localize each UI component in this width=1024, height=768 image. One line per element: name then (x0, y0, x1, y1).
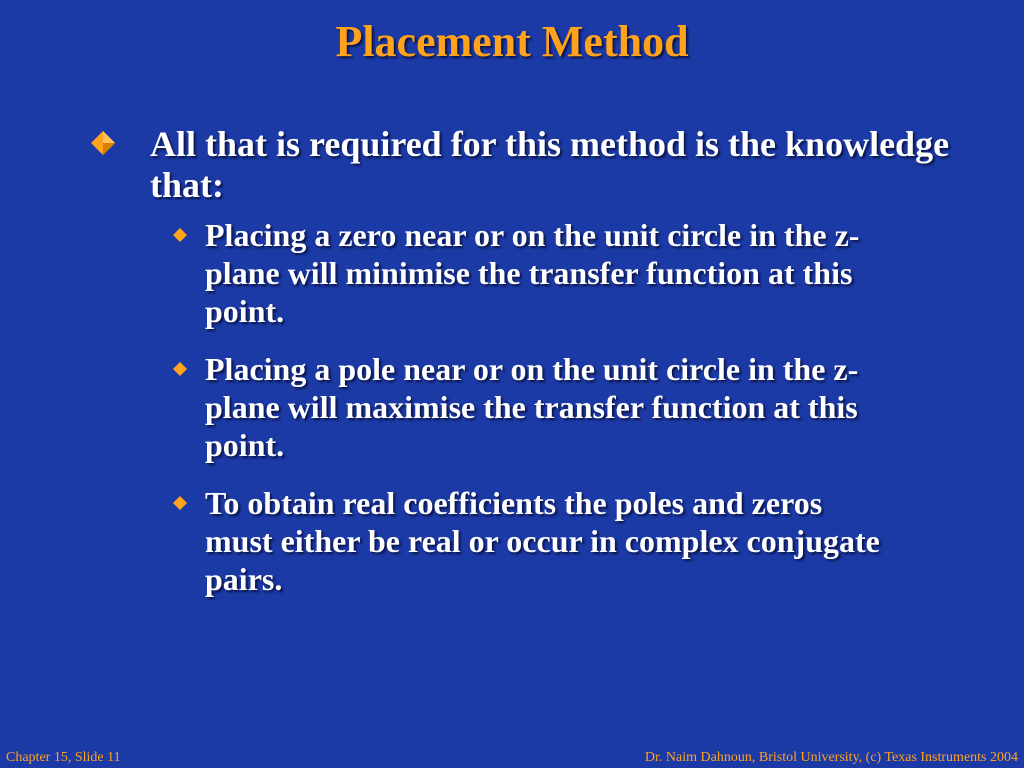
slide-title: Placement Method (335, 17, 689, 66)
sub-bullet-text: Placing a pole near or on the unit circle in the z-plane will maximise the transfer function at this point. (205, 351, 859, 463)
sub-bullet (145, 484, 885, 598)
small-diamond-icon (173, 496, 187, 510)
sub-bullet (145, 216, 885, 330)
sub-bullet-text: To obtain real coefficients the poles and zeros must either be real or occur in complex conjugate pairs. (205, 485, 880, 597)
small-diamond-icon (173, 362, 187, 376)
small-diamond-icon (173, 228, 187, 242)
sub-bullet-text: Placing a zero near or on the unit circle in the z-plane will minimise the transfer function at this point. (205, 217, 860, 329)
slide-content (90, 124, 970, 618)
footer-copyright: Dr. Naim Dahnoun, Bristol University, (c) Texas Instruments 2004 (644, 750, 1018, 765)
sub-bullet-list (90, 216, 970, 598)
footer-slide-number: Chapter 15, Slide 11 (6, 750, 121, 765)
main-bullet-text: All that is required for this method is the knowledge that: (150, 124, 950, 205)
sub-bullet (145, 350, 885, 464)
main-bullet (90, 124, 970, 206)
diamond-icon (90, 130, 116, 156)
